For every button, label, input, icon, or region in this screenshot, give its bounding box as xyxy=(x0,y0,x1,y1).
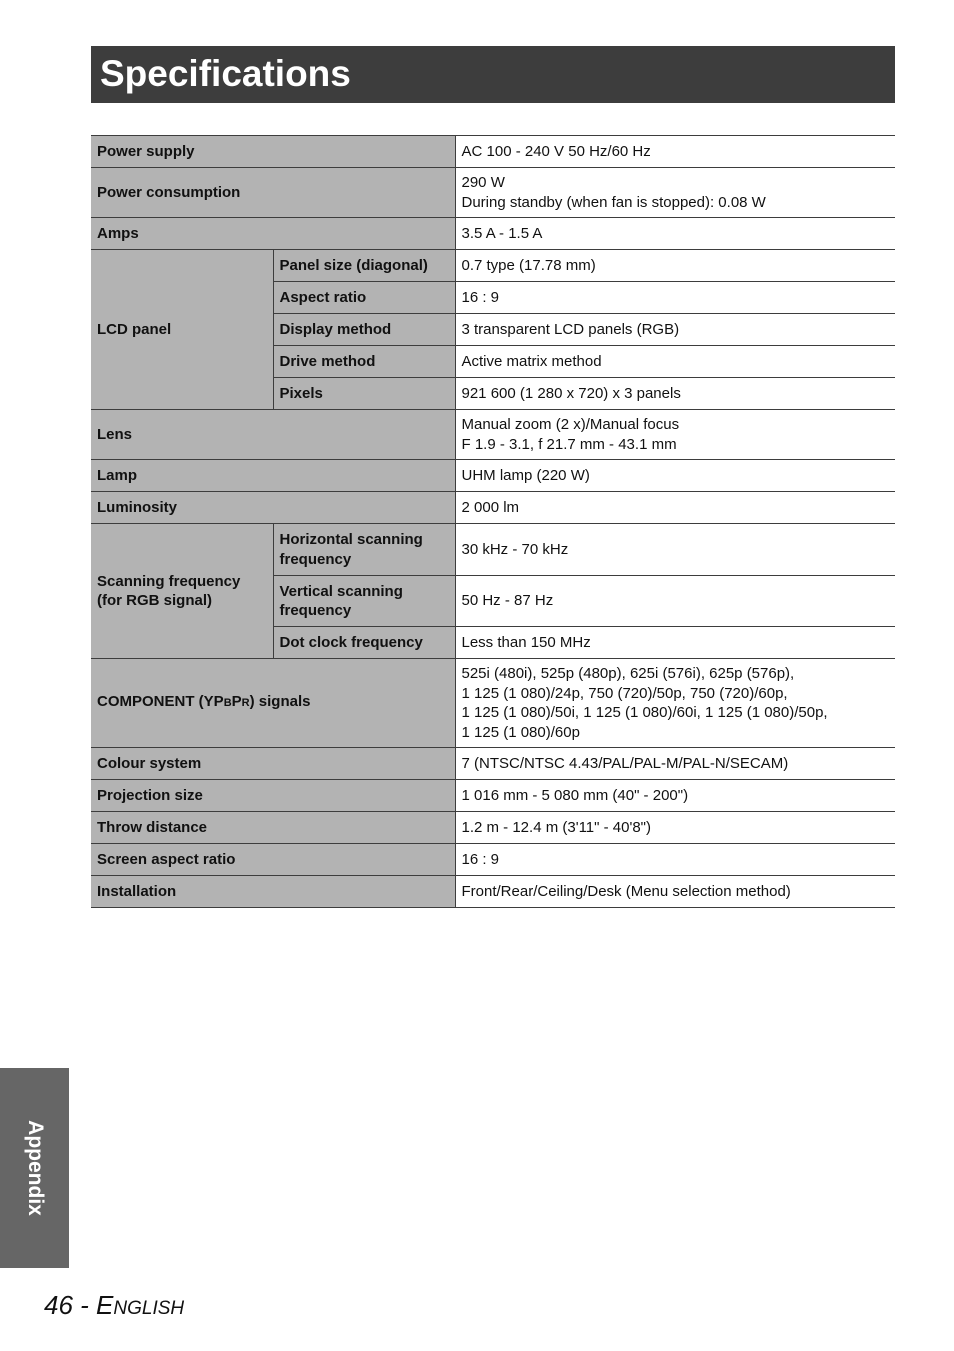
row-label-projection-size: Projection size xyxy=(91,780,455,812)
page-title: Specifications xyxy=(100,53,351,94)
row-label-screen-aspect-ratio: Screen aspect ratio xyxy=(91,844,455,876)
table-row xyxy=(91,524,895,576)
table-row xyxy=(91,659,895,748)
row-label-component-signals xyxy=(91,659,455,748)
group-label-scanning-frequency xyxy=(91,524,273,659)
label-line: Scanning frequency xyxy=(97,572,241,590)
value-line: 1 125 (1 080)/60p xyxy=(461,723,580,741)
label-subscript: B xyxy=(223,697,232,710)
row-value-dot-clock: Less than 150 MHz xyxy=(455,627,895,659)
table-row xyxy=(91,410,895,460)
value-line: 290 W xyxy=(461,174,505,191)
row-value-amps: 3.5 A - 1.5 A xyxy=(455,218,895,250)
side-tab-label: Appendix xyxy=(23,1120,47,1216)
value-line: During standby (when fan is stopped): 0.08 W xyxy=(461,193,766,211)
sub-label-display-method: Display method xyxy=(273,314,455,346)
row-value-projection-size: 1 016 mm - 5 080 mm (40" - 200") xyxy=(455,780,895,812)
row-label-installation: Installation xyxy=(91,876,455,908)
row-value-luminosity: 2 000 lm xyxy=(455,492,895,524)
row-value-colour-system: 7 (NTSC/NTSC 4.43/PAL/PAL-M/PAL-N/SECAM) xyxy=(455,748,895,780)
appendix-side-tab xyxy=(0,1068,69,1268)
value-line: 525i (480i), 525p (480p), 625i (576i), 625p (576p), xyxy=(461,665,795,682)
label-part: P xyxy=(213,693,224,711)
row-value-drive-method: Active matrix method xyxy=(455,346,895,378)
label-line: Horizontal scanning xyxy=(279,531,423,548)
value-line: Manual zoom (2 x)/Manual focus xyxy=(461,416,680,433)
group-label-lcd-panel: LCD panel xyxy=(91,250,273,410)
row-value-vertical-scanning: 50 Hz - 87 Hz xyxy=(455,576,895,627)
table-row xyxy=(91,812,895,844)
label-line: (for RGB signal) xyxy=(97,592,212,609)
row-value-power-consumption xyxy=(455,168,895,218)
row-label-colour-system: Colour system xyxy=(91,748,455,780)
language-first-letter: E xyxy=(96,1290,114,1320)
sub-label-horizontal-scanning xyxy=(273,524,455,576)
table-row xyxy=(91,218,895,250)
label-part: ) signals xyxy=(249,693,311,711)
row-value-screen-aspect-ratio: 16 : 9 xyxy=(455,844,895,876)
title-bar xyxy=(91,46,895,103)
sub-label-panel-size: Panel size (diagonal) xyxy=(273,250,455,282)
table-row xyxy=(91,460,895,492)
row-label-power-supply: Power supply xyxy=(91,136,455,168)
row-label-power-consumption: Power consumption xyxy=(91,168,455,218)
label-part: COMPONENT (Y xyxy=(97,693,214,711)
sub-label-drive-method: Drive method xyxy=(273,346,455,378)
value-line: F 1.9 - 3.1, f 21.7 mm - 43.1 mm xyxy=(461,435,677,453)
value-line: 1 125 (1 080)/50i, 1 125 (1 080)/60i, 1 125 (1 080)/50p, xyxy=(461,704,828,721)
row-label-lamp: Lamp xyxy=(91,460,455,492)
row-value-throw-distance: 1.2 m - 12.4 m (3'11" - 40'8") xyxy=(455,812,895,844)
table-row xyxy=(91,168,895,218)
table-row xyxy=(91,844,895,876)
row-label-luminosity: Luminosity xyxy=(91,492,455,524)
label-subscript: R xyxy=(241,697,250,710)
specifications-table xyxy=(91,135,895,908)
label-part: P xyxy=(231,693,242,711)
row-value-component-signals xyxy=(455,659,895,748)
value-line: 1 125 (1 080)/24p, 750 (720)/50p, 750 (720)/60p, xyxy=(461,684,788,702)
sub-label-aspect-ratio: Aspect ratio xyxy=(273,282,455,314)
table-row xyxy=(91,876,895,908)
sub-label-dot-clock: Dot clock frequency xyxy=(273,627,455,659)
table-row xyxy=(91,780,895,812)
page-footer xyxy=(44,1290,184,1321)
language-rest: NGLISH xyxy=(113,1298,185,1319)
label-line: Vertical scanning xyxy=(279,582,403,600)
row-value-power-supply: AC 100 - 240 V 50 Hz/60 Hz xyxy=(455,136,895,168)
row-label-throw-distance: Throw distance xyxy=(91,812,455,844)
label-line: frequency xyxy=(279,602,352,619)
row-value-horizontal-scanning: 30 kHz - 70 kHz xyxy=(455,524,895,576)
table-row xyxy=(91,136,895,168)
sub-label-vertical-scanning xyxy=(273,576,455,627)
row-label-lens: Lens xyxy=(91,410,455,460)
sub-label-pixels: Pixels xyxy=(273,378,455,410)
table-row xyxy=(91,748,895,780)
row-value-installation: Front/Rear/Ceiling/Desk (Menu selection method) xyxy=(455,876,895,908)
row-value-pixels: 921 600 (1 280 x 720) x 3 panels xyxy=(455,378,895,410)
row-value-lamp: UHM lamp (220 W) xyxy=(455,460,895,492)
row-value-panel-size: 0.7 type (17.78 mm) xyxy=(455,250,895,282)
table-row xyxy=(91,250,895,282)
row-label-amps: Amps xyxy=(91,218,455,250)
row-value-aspect-ratio: 16 : 9 xyxy=(455,282,895,314)
row-value-display-method: 3 transparent LCD panels (RGB) xyxy=(455,314,895,346)
row-value-lens xyxy=(455,410,895,460)
page-number: 46 - xyxy=(44,1290,97,1320)
label-line: frequency xyxy=(279,550,352,568)
table-row xyxy=(91,492,895,524)
